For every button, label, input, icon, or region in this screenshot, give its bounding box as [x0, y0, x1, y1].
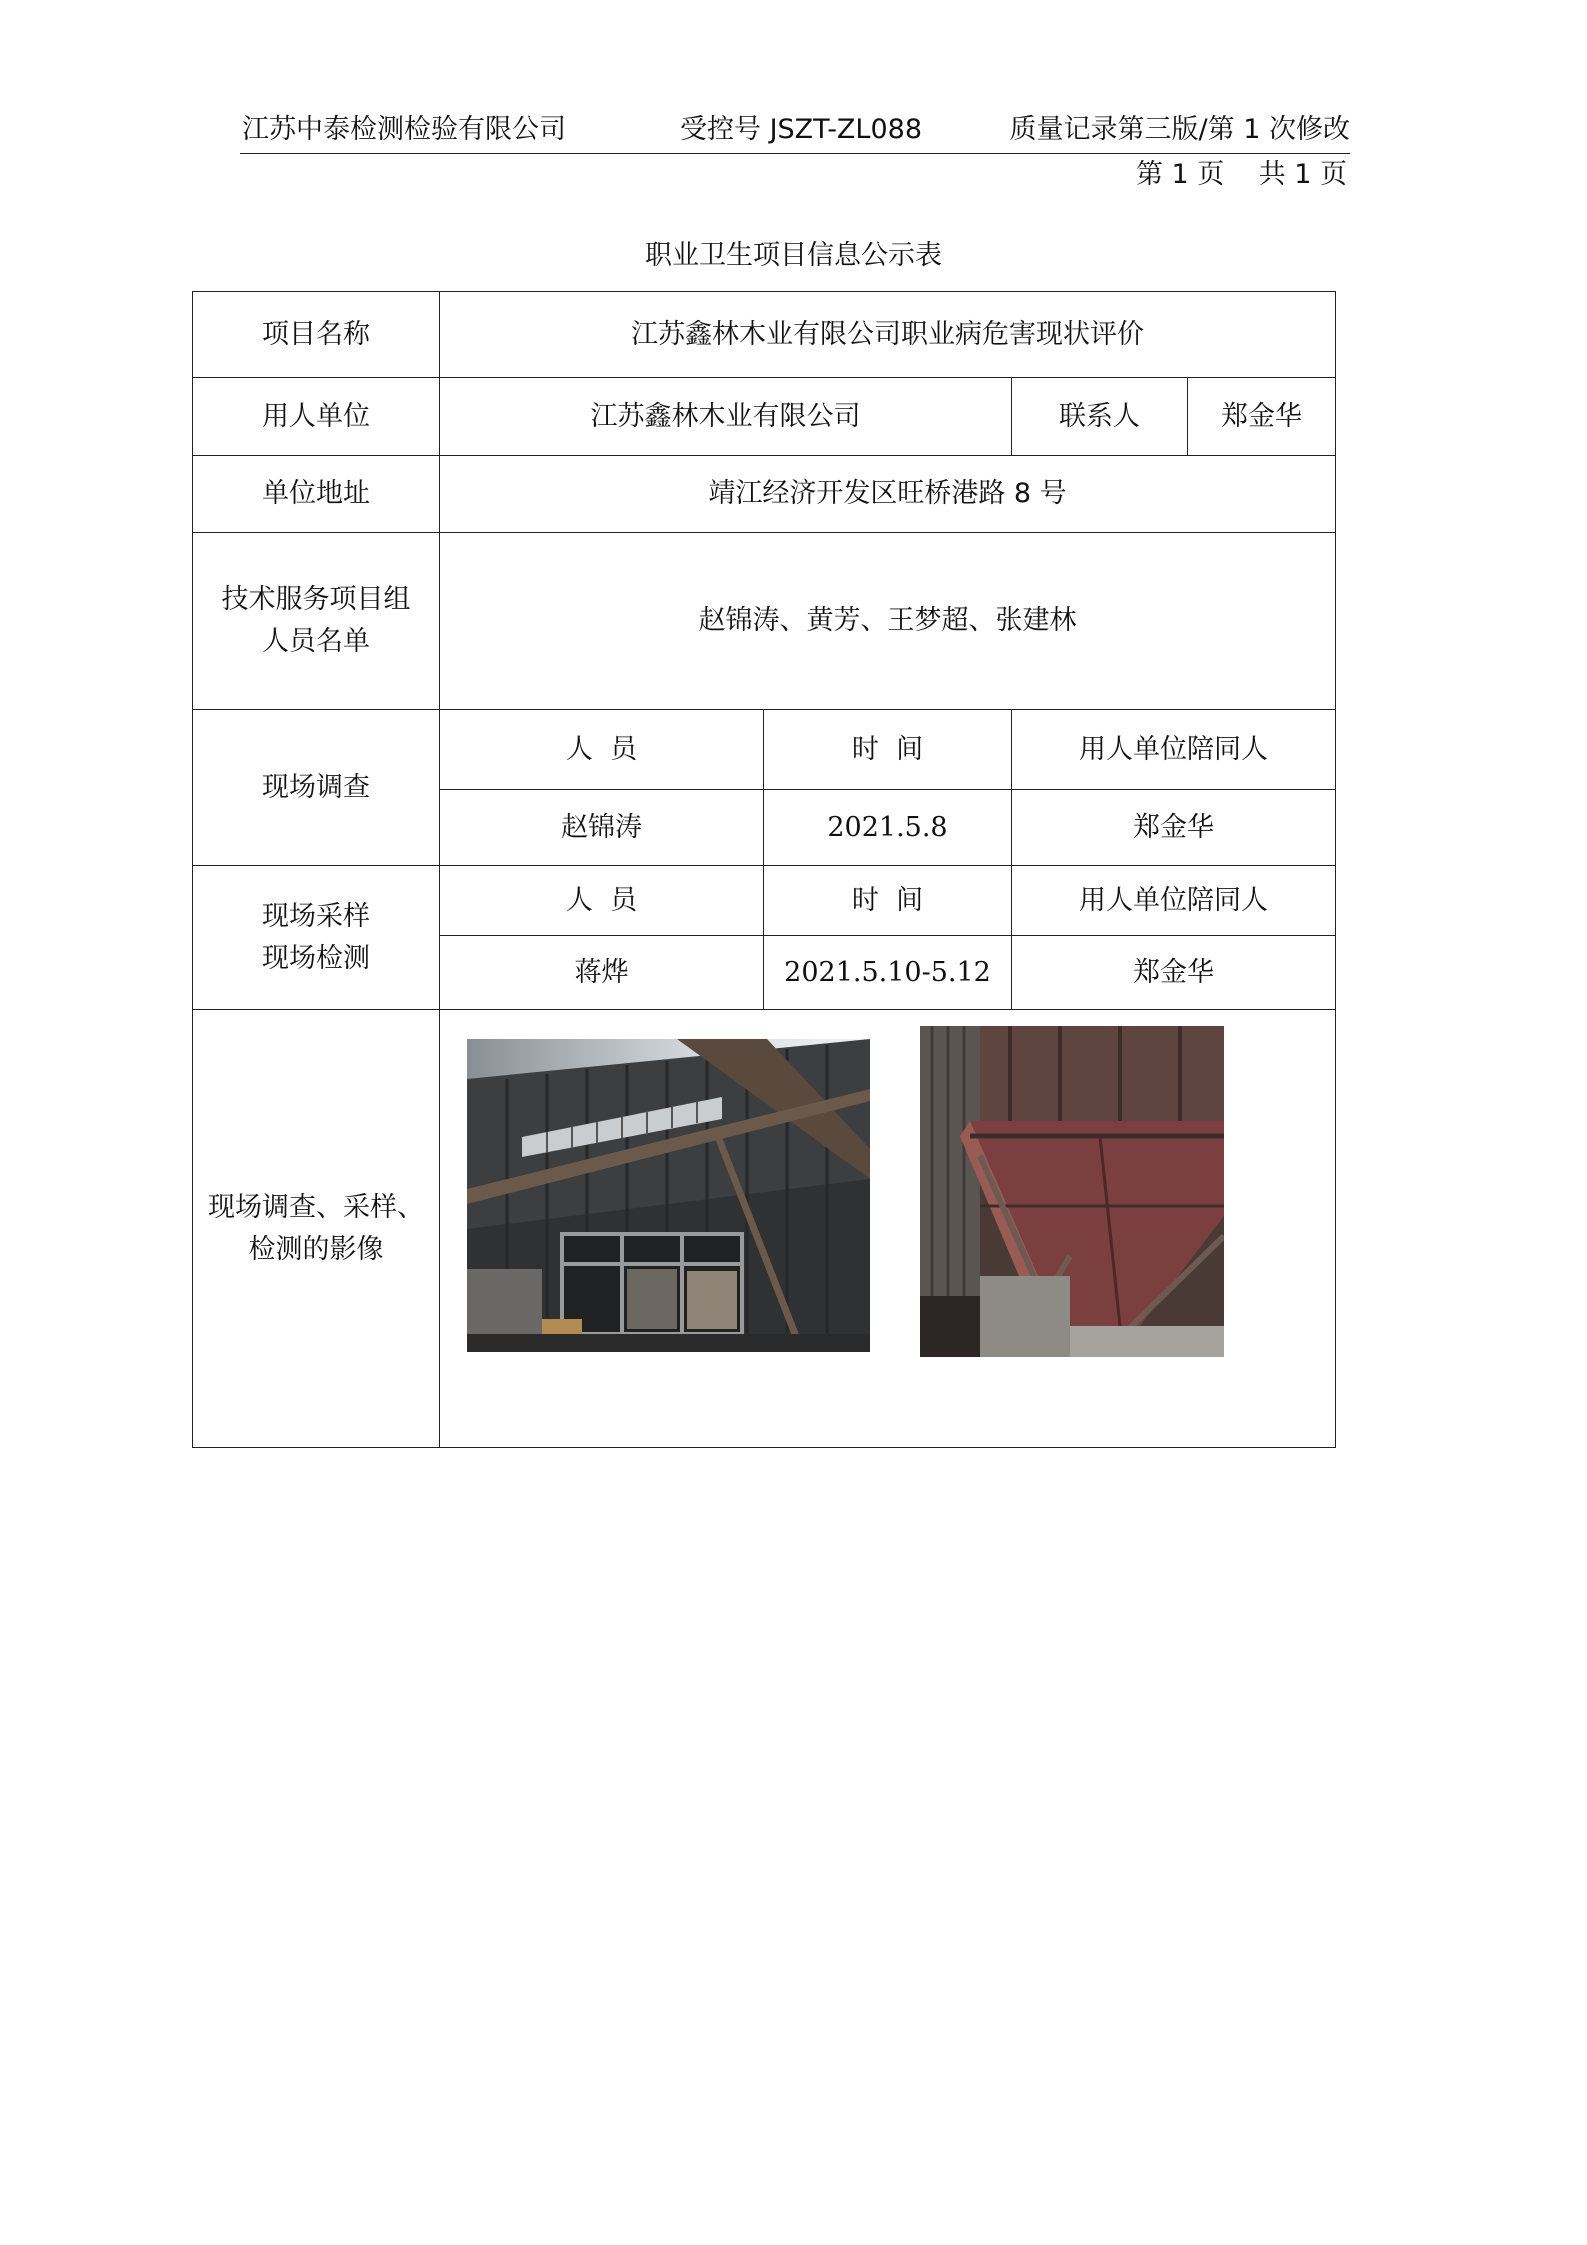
team-label-line2: 人员名单: [262, 626, 370, 657]
row-survey-header: [193, 710, 1336, 790]
sampling-label-line2: 现场检测: [262, 942, 370, 974]
site-photo-2: [920, 1026, 1224, 1357]
survey-col-person: 人 员: [440, 710, 764, 790]
images-label-line1: 现场调查、采样、: [208, 1191, 424, 1223]
survey-escort: 郑金华: [1012, 790, 1336, 866]
project-name-value: 江苏鑫林木业有限公司职业病危害现状评价: [440, 292, 1336, 378]
site-photo-1: [467, 1039, 870, 1352]
team-members: 赵锦涛、黄芳、王梦超、张建林: [440, 533, 1336, 710]
contact-label: 联系人: [1012, 378, 1188, 456]
project-name-label: 项目名称: [193, 292, 440, 378]
sampling-time: 2021.5.10-5.12: [764, 936, 1012, 1010]
survey-person: 赵锦涛: [440, 790, 764, 866]
team-label-line1: 技术服务项目组: [221, 584, 411, 615]
address-value: 靖江经济开发区旺桥港路 8 号: [440, 456, 1336, 533]
site-photo-2-image: [920, 1026, 1224, 1357]
survey-time: 2021.5.8: [764, 790, 1012, 866]
sampling-label: [193, 866, 440, 1010]
images-label: [193, 1010, 440, 1448]
sampling-escort: 郑金华: [1012, 936, 1336, 1010]
document-title: 职业卫生项目信息公示表: [645, 240, 942, 271]
row-project-name: [193, 292, 1336, 378]
team-label: [193, 533, 440, 710]
edition-info: 质量记录第三版/第 1 次修改: [1009, 114, 1350, 145]
row-team: [193, 533, 1336, 710]
sampling-col-time: 时 间: [764, 866, 1012, 936]
row-address: [193, 456, 1336, 533]
page-number: 第 1 页 共 1 页: [1135, 159, 1347, 190]
sampling-col-escort: 用人单位陪同人: [1012, 866, 1336, 936]
images-label-line2: 检测的影像: [248, 1233, 384, 1265]
survey-label: 现场调查: [193, 710, 440, 866]
employer-label: 用人单位: [193, 378, 440, 456]
header-rule: [240, 153, 1350, 154]
survey-col-time: 时 间: [764, 710, 1012, 790]
company-name: 江苏中泰检测检验有限公司: [242, 114, 566, 145]
row-employer: [193, 378, 1336, 456]
address-label: 单位地址: [193, 456, 440, 533]
site-photo-1-image: [467, 1039, 870, 1352]
sampling-col-person: 人 员: [440, 866, 764, 936]
contact-value: 郑金华: [1188, 378, 1336, 456]
survey-col-escort: 用人单位陪同人: [1012, 710, 1336, 790]
row-sampling-header: [193, 866, 1336, 936]
control-number: 受控号 JSZT-ZL088: [680, 114, 923, 145]
employer-value: 江苏鑫林木业有限公司: [440, 378, 1012, 456]
sampling-person: 蒋烨: [440, 936, 764, 1010]
sampling-label-line1: 现场采样: [262, 900, 370, 932]
